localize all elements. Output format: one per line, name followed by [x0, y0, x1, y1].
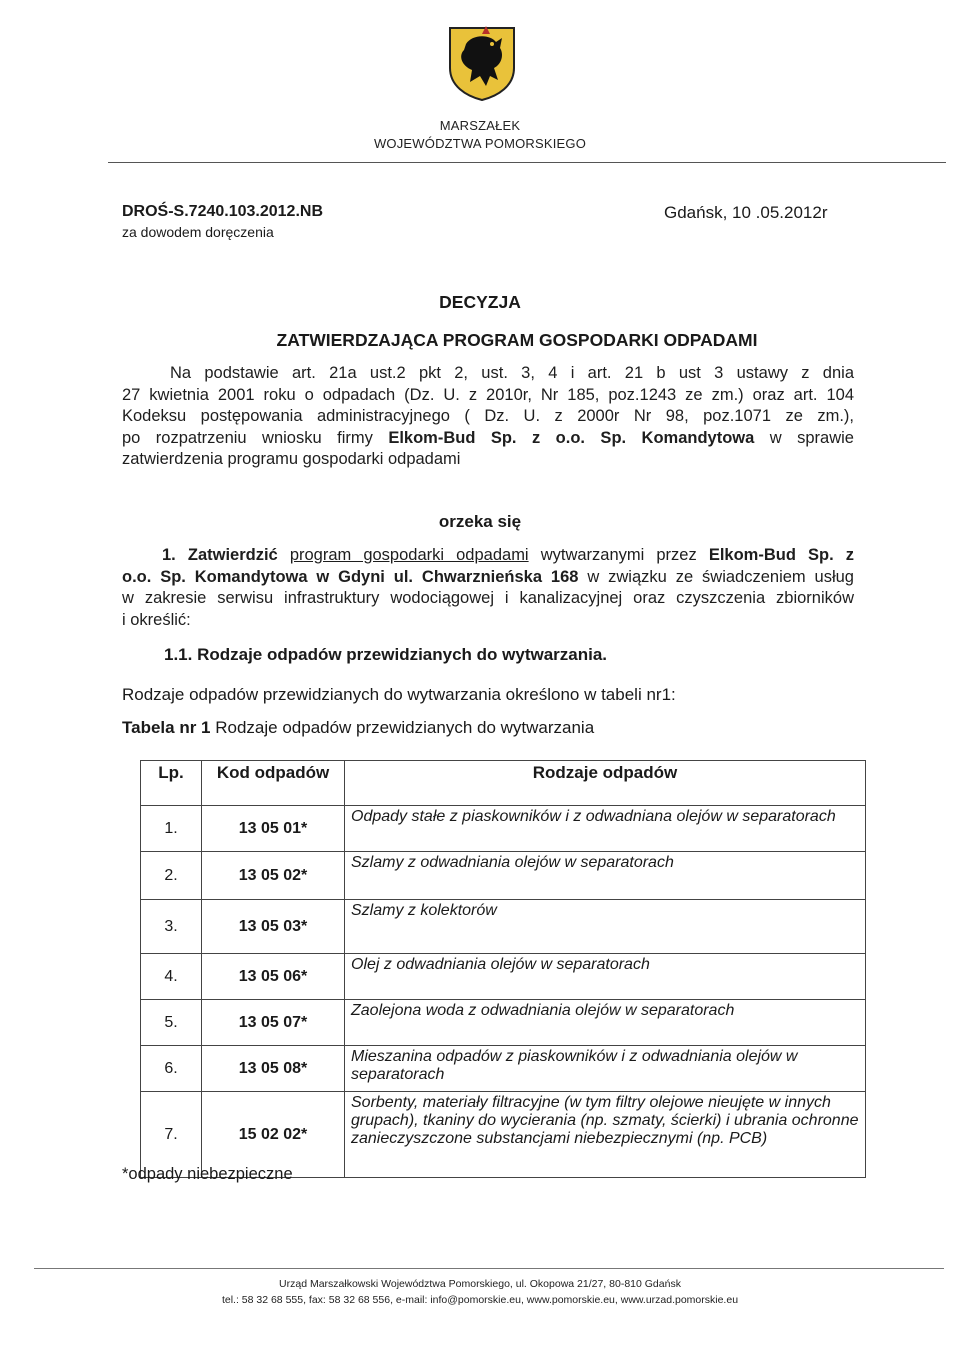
point-1: 1. Zatwierdzić program gospodarki odpadami wytwarzanymi przez Elkom-Bud Sp. z o.o. Sp. Komandytowa w Gdyni ul. Chwarznieńska 168 w związku ze świadczeniem usług w zakresie serwisu infrastruktury wodociągowej i kanalizacyjnej oraz czyszczenia zbiorników i określić: [122, 546, 854, 629]
column-header: Rodzaje odpadów [345, 761, 866, 806]
legal-basis [122, 363, 854, 471]
legal-basis-line: Na podstawie art. 21a ust.2 pkt 2, ust. 3, 4 i art. 21 b ust 3 ustawy z dnia [170, 364, 854, 382]
case-reference: DROŚ-S.7240.103.2012.NB [122, 203, 323, 220]
legal-basis-line: Kodeksu postępowania administracyjnego ( Dz. U. z 2000r Nr 98, poz.1071 ze zm.), [122, 407, 854, 425]
ruling-heading: orzeka się [438, 512, 522, 531]
section-intro: Rodzaje odpadów przewidzianych do wytwarzania określono w tabeli nr1: [122, 685, 676, 704]
legal-basis-line: po rozpatrzeniu wniosku firmy Elkom-Bud Sp. z o.o. Sp. Komandytowa w sprawie [122, 428, 854, 447]
footer-divider [34, 1268, 944, 1269]
footer-address: Urząd Marszałkowski Województwa Pomorskiego, ul. Okopowa 21/27, 80-810 Gdańsk [279, 1278, 681, 1290]
section-heading: 1.1. Rodzaje odpadów przewidzianych do wytwarzania. [164, 645, 608, 664]
table-row: 4. 13 05 06* Olej z odwadniania olejów w separatorach [141, 954, 866, 1000]
table-row: 3. 13 05 03* Szlamy z kolektorów [141, 900, 866, 954]
document-subtitle: ZATWIERDZAJĄCA PROGRAM GOSPODARKI ODPADAMI [276, 330, 758, 350]
footer-contact: tel.: 58 32 68 555, fax: 58 32 68 556, e-mail: info@pomorskie.eu, www.pomorskie.eu, www.urzad.pomorskie.eu [221, 1294, 739, 1306]
legal-basis-line: 27 kwietnia 2001 roku o odpadach (Dz. U. z 2010r, Nr 185, poz.1243 ze zm.) oraz art. 104 [122, 385, 854, 404]
place-and-date: Gdańsk, 10 .05.2012r [664, 203, 828, 222]
column-header: Lp. [141, 761, 202, 806]
coat-of-arms-icon [446, 24, 518, 102]
column-header: Kod odpadów [202, 761, 345, 806]
delivery-note: za dowodem doręczenia [122, 224, 274, 240]
table-footnote: *odpady niebezpieczne [122, 1165, 293, 1183]
office-name-line1: MARSZAŁEK [439, 118, 521, 133]
table-row: 6. 13 05 08* Mieszanina odpadów z piaskowników i z odwadniania olejów w separatorach [141, 1046, 866, 1092]
table-row: 7. 15 02 02* Sorbenty, materiały filtracyjne (w tym filtry olejowe nieujęte w innych grupach), tkaniny do wycierania (np. szmaty, ścierki) i ubrania ochronne zanieczyszczone substancjami niebezpiecznymi (np. PCB) [141, 1092, 866, 1178]
table-row: 2. 13 05 02* Szlamy z odwadniania olejów w separatorach [141, 852, 866, 900]
table-row: 1. 13 05 01* Odpady stałe z piaskowników i z odwadniana olejów w separatorach [141, 806, 866, 852]
office-name-line2: WOJEWÓDZTWA POMORSKIEGO [373, 136, 587, 151]
table-row: 5. 13 05 07* Zaolejona woda z odwadniania olejów w separatorach [141, 1000, 866, 1046]
header-divider [108, 162, 946, 163]
table-caption: Tabela nr 1 Rodzaje odpadów przewidzianych do wytwarzania [122, 718, 595, 737]
document-title: DECYZJA [439, 292, 521, 312]
waste-types-table [140, 760, 866, 1178]
legal-basis-line: zatwierdzenia programu gospodarki odpadami [122, 450, 461, 468]
